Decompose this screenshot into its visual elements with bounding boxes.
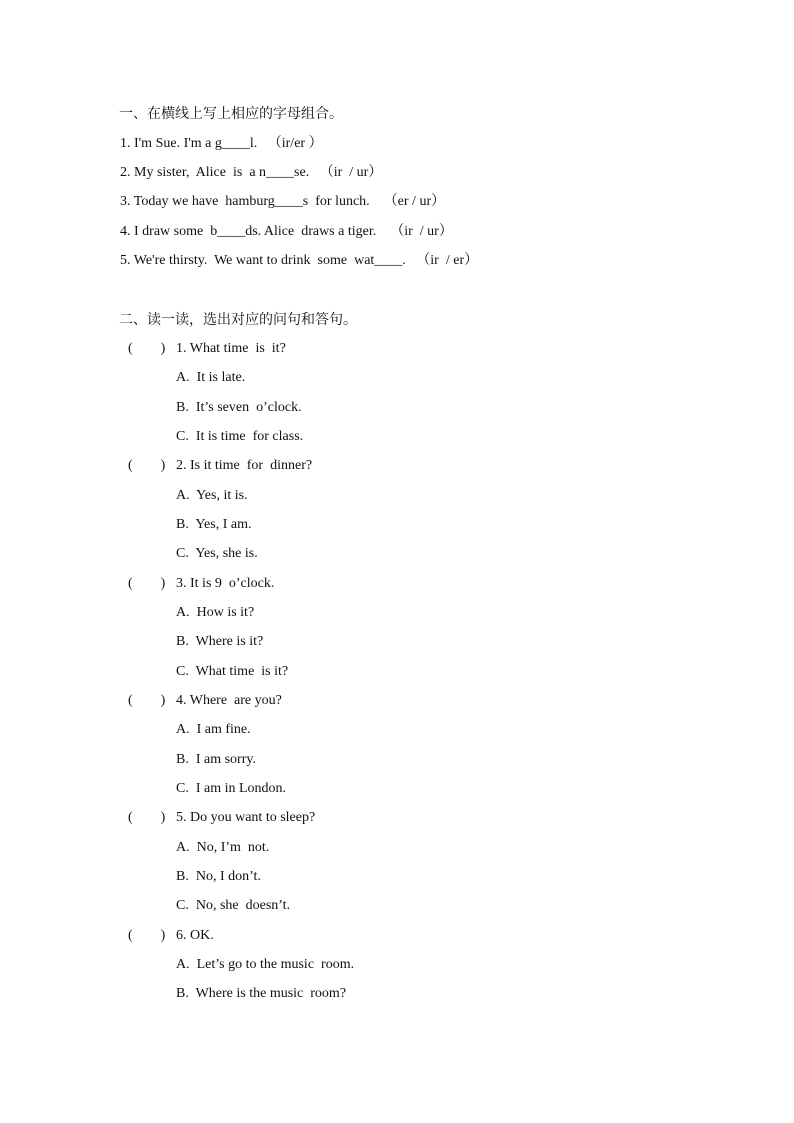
q4-option-c: C. I am in London. xyxy=(176,781,287,796)
section2-heading: 二、读一读，选出对应的问句和答句。 xyxy=(119,312,357,328)
q1-option-c: C. It is time for class. xyxy=(176,429,304,444)
answer-bracket-4[interactable]: ( ) xyxy=(128,693,166,708)
q2-option-b: B. Yes, I am. xyxy=(176,517,252,532)
question-5: 5. Do you want to sleep? xyxy=(176,810,316,825)
answer-bracket-3[interactable]: ( ) xyxy=(128,576,166,591)
fill-item-3: 3. Today we have hamburg____s for lunch. （er / ur） xyxy=(120,194,446,209)
q3-option-a: A. How is it? xyxy=(176,605,255,620)
q2-option-c: C. Yes, she is. xyxy=(176,546,258,561)
fill-item-4: 4. I draw some b____ds. Alice draws a tiger. （ir / ur） xyxy=(120,224,453,239)
answer-bracket-2[interactable]: ( ) xyxy=(128,458,166,473)
q3-option-b: B. Where is it? xyxy=(176,634,264,649)
answer-bracket-6[interactable]: ( ) xyxy=(128,928,166,943)
question-6: 6. OK. xyxy=(176,928,214,943)
fill-item-5: 5. We're thirsty. We want to drink some wat____. （ir / er） xyxy=(120,253,479,268)
q6-option-a: A. Let’s go to the music room. xyxy=(176,957,355,972)
q1-option-a: A. It is late. xyxy=(176,370,246,385)
fill-item-2: 2. My sister, Alice is a n____se. （ir / ur） xyxy=(120,165,383,180)
q5-option-c: C. No, she doesn’t. xyxy=(176,898,291,913)
fill-item-1: 1. I'm Sue. I'm a g____l. （ir/er ） xyxy=(120,136,323,151)
q2-option-a: A. Yes, it is. xyxy=(176,488,248,503)
answer-bracket-5[interactable]: ( ) xyxy=(128,810,166,825)
question-3: 3. It is 9 o’clock. xyxy=(176,576,275,591)
question-2: 2. Is it time for dinner? xyxy=(176,458,313,473)
question-4: 4. Where are you? xyxy=(176,693,282,708)
q1-option-b: B. It’s seven o’clock. xyxy=(176,400,302,415)
q3-option-c: C. What time is it? xyxy=(176,664,289,679)
q5-option-a: A. No, I’m not. xyxy=(176,840,270,855)
q6-option-b: B. Where is the music room? xyxy=(176,986,347,1001)
question-1: 1. What time is it? xyxy=(176,341,286,356)
q4-option-a: A. I am fine. xyxy=(176,722,251,737)
section1-heading: 一、在横线上写上相应的字母组合。 xyxy=(119,106,343,122)
q5-option-b: B. No, I don’t. xyxy=(176,869,261,884)
answer-bracket-1[interactable]: ( ) xyxy=(128,341,166,356)
q4-option-b: B. I am sorry. xyxy=(176,752,256,767)
